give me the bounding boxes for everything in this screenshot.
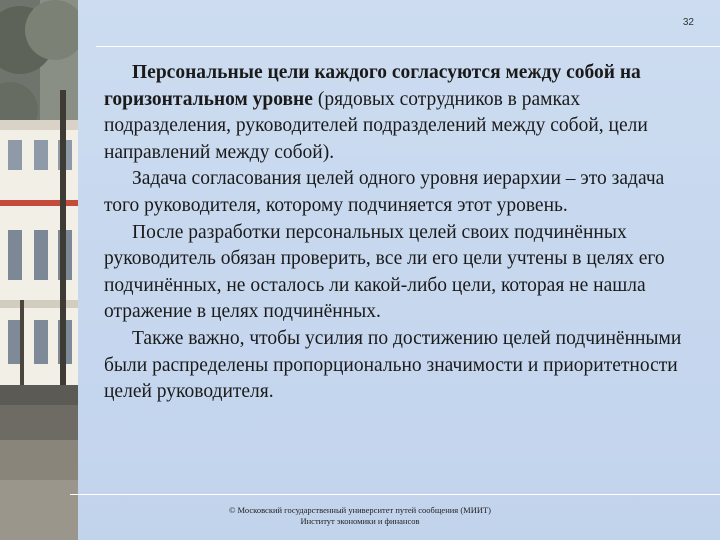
page-number: 32	[682, 17, 694, 28]
footer	[190, 505, 530, 527]
paragraph-2-text: Задача согласования целей одного уровня иерархии – это задача того руководителя, которому подчиняется этот уровень.	[104, 168, 665, 216]
paragraph-4-text: Также важно, чтобы усилия по достижению целей подчинёнными были распределены пропорционально значимости и приоритетности целей руководителя.	[104, 327, 682, 403]
paragraph-2	[104, 166, 684, 219]
bottom-divider	[70, 494, 720, 495]
footer-line-1: © Московский государственный университет путей сообщения (МИИТ)	[228, 505, 492, 515]
body-text	[104, 60, 684, 406]
university-building-photo	[0, 0, 78, 540]
top-divider	[96, 46, 720, 47]
paragraph-1	[104, 60, 684, 166]
paragraph-1-bold: Персональные цели каждого согласуются между собой на горизонтальном уровне	[104, 62, 641, 110]
footer-line-2: Институт экономики и финансов	[300, 516, 420, 526]
paragraph-3	[104, 220, 684, 326]
paragraph-4	[104, 326, 684, 406]
paragraph-3-text: После разработки персональных целей своих подчинённых руководитель обязан проверить, все ли его цели учтены в целях его подчинённых, не осталось ли какой-либо цели, которая не нашла отражение в целях подчинённых.	[104, 221, 665, 323]
paragraph-1-text: (рядовых сотрудников в рамках подразделения, руководителей подразделений между собой, цели направлений между собой).	[104, 88, 648, 163]
